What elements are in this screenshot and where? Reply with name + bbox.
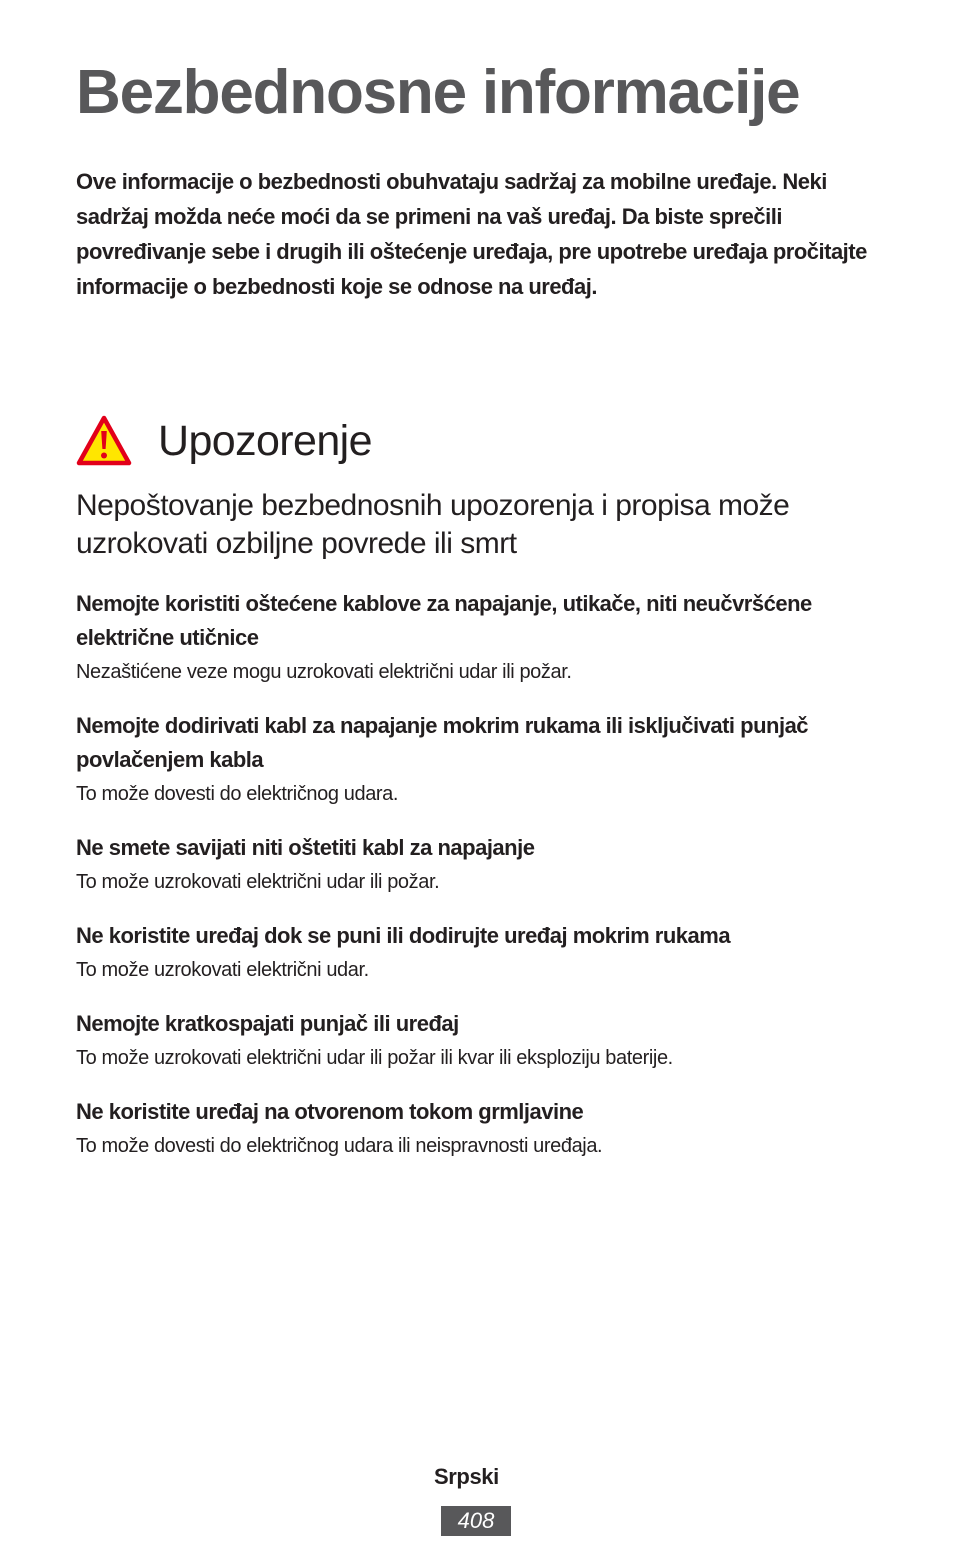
warning-exclamation-dot [101, 453, 107, 459]
warning-item-description: To može uzrokovati električni udar. [76, 959, 369, 981]
warning-heading: Upozorenje [158, 416, 372, 465]
warning-subheading: Nepoštovanje bezbednosnih upozorenja i propisa može uzrokovati ozbiljne povrede ili smrt [76, 489, 790, 560]
warning-item-title: Ne koristite uređaj dok se puni ili dodirujte uređaj mokrim rukama [76, 923, 731, 948]
warning-item-description: To može uzrokovati električni udar ili požar. [76, 871, 440, 893]
intro-paragraph: Ove informacije o bezbednosti obuhvataju sadržaj za mobilne uređaje. Neki sadržaj možda neće moći da se primeni na vaš uređaj. Da biste sprečili povređivanje sebe i drugih ili oštećenje uređaja, pre upotrebe uređaja pročitajte informacije o bezbednosti koje se odnose na uređaj. [76, 169, 867, 299]
warning-item-description: To može uzrokovati električni udar ili požar ili kvar ili eksploziju baterije. [76, 1047, 673, 1069]
warning-item [76, 587, 876, 689]
warning-item-title: Ne koristite uređaj na otvorenom tokom grmljavine [76, 1099, 584, 1124]
page-number: 408 [441, 1506, 511, 1536]
warning-item-description: Nezaštićene veze mogu uzrokovati električni udar ili požar. [76, 661, 572, 683]
warning-item-title: Ne smete savijati niti oštetiti kabl za napajanje [76, 835, 535, 860]
warning-item [76, 1007, 876, 1075]
warning-item-description: To može dovesti do električnog udara ili neispravnosti uređaja. [76, 1135, 603, 1157]
warning-header [76, 410, 372, 472]
warning-item-title: Nemojte kratkospajati punjač ili uređaj [76, 1011, 459, 1036]
warning-item [76, 1095, 876, 1163]
warning-item-description: To može dovesti do električnog udara. [76, 783, 399, 805]
warning-item [76, 919, 876, 987]
warning-item-title: Nemojte koristiti oštećene kablove za napajanje, utikače, niti neučvršćene električne utičnice [76, 591, 812, 650]
warning-list [76, 587, 876, 1183]
footer-language: Srpski [434, 1464, 499, 1489]
warning-triangle-icon [76, 414, 132, 468]
warning-item-title: Nemojte dodirivati kabl za napajanje mokrim rukama ili isključivati punjač povlačenjem kabla [76, 713, 809, 772]
warning-item [76, 709, 876, 811]
warning-item [76, 831, 876, 899]
page-title: Bezbednosne informacije [76, 58, 800, 127]
